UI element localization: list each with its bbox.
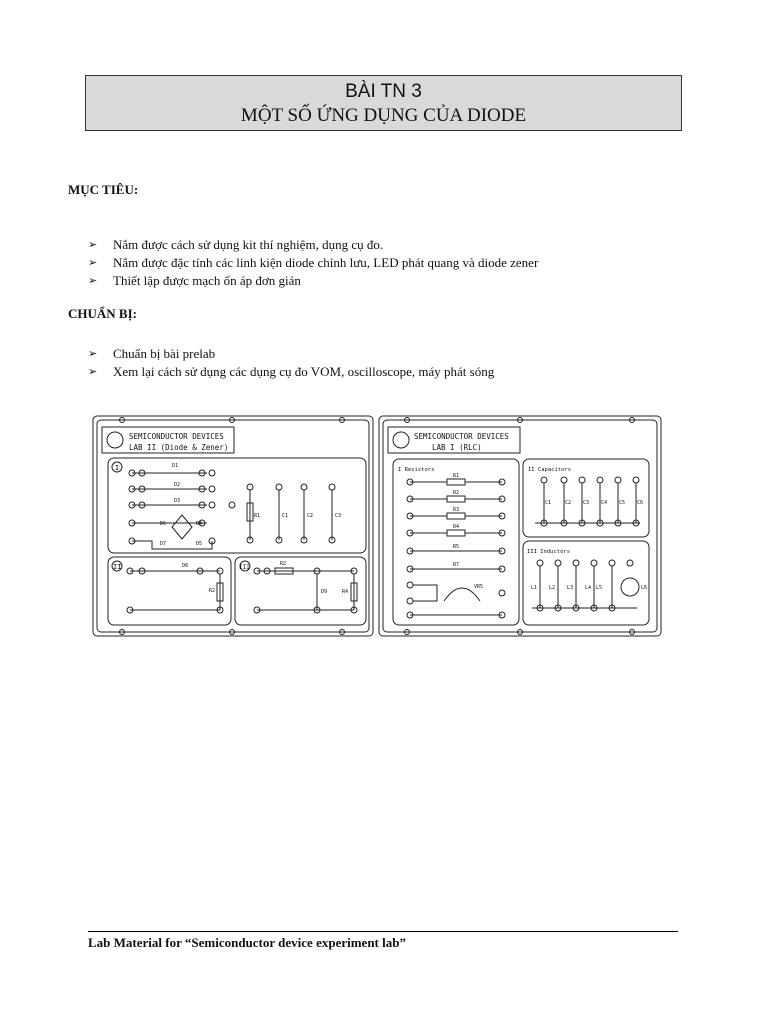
- left-board-subtitle: LAB II (Diode & Zener): [129, 443, 229, 452]
- svg-text:III Inductors: III Inductors: [527, 549, 571, 555]
- svg-text:D9: D9: [321, 589, 328, 595]
- lab-title: MỘT SỐ ỨNG DỤNG CỦA DIODE: [240, 105, 527, 126]
- svg-text:L3: L3: [567, 585, 574, 591]
- resistor-rows: [407, 473, 505, 618]
- arrow-bullet-icon: ➢: [88, 274, 98, 287]
- svg-text:R5: R5: [453, 544, 460, 550]
- svg-text:L6: L6: [641, 585, 648, 591]
- svg-text:D5: D5: [196, 541, 203, 547]
- svg-text:L4: L4: [585, 585, 592, 591]
- svg-text:R7: R7: [453, 562, 460, 568]
- arrow-bullet-icon: ➢: [88, 365, 98, 378]
- svg-text:L5: L5: [596, 585, 603, 591]
- svg-text:C6: C6: [637, 500, 644, 506]
- svg-text:D7: D7: [160, 541, 167, 547]
- d3-label: D3: [174, 498, 181, 504]
- objectives-list: [88, 236, 538, 290]
- logo-icon: [393, 432, 409, 448]
- svg-text:C1: C1: [545, 500, 552, 506]
- logo-icon: [107, 432, 123, 448]
- svg-text:I Resistors: I Resistors: [398, 467, 435, 473]
- svg-text:R2: R2: [209, 588, 216, 594]
- capacitor-columns: [535, 477, 643, 526]
- svg-text:C1: C1: [282, 513, 289, 519]
- list-item: ➢ Thiết lập được mạch ổn áp đơn giản: [88, 273, 301, 288]
- svg-text:L2: L2: [549, 585, 556, 591]
- svg-text:L1: L1: [531, 585, 538, 591]
- list-item: ➢ Xem lại cách sử dụng các dụng cụ đo VOM, oscilloscope, máy phát sóng: [88, 364, 495, 379]
- svg-text:R4: R4: [453, 524, 460, 530]
- objectives-heading: MỤC TIÊU:: [68, 182, 139, 197]
- svg-text:D4: D4: [196, 521, 203, 527]
- left-board-title: SEMICONDUCTOR DEVICES: [129, 432, 224, 441]
- svg-text:C5: C5: [619, 500, 626, 506]
- svg-text:C4: C4: [601, 500, 608, 506]
- preparation-list: [88, 345, 494, 381]
- arrow-bullet-icon: ➢: [88, 256, 98, 269]
- svg-text:C3: C3: [583, 500, 590, 506]
- left-board: [93, 416, 373, 636]
- svg-text:III: III: [239, 564, 250, 571]
- svg-text:D8: D8: [182, 563, 189, 569]
- svg-text:R2: R2: [280, 561, 287, 567]
- list-item: ➢ Nắm được đặc tính các linh kiện diode chỉnh lưu, LED phát quang và diode zener: [88, 255, 539, 270]
- list-item: ➢ Nắm được cách sử dụng kit thí nghiệm, dụng cụ đo.: [88, 237, 384, 252]
- svg-text:R4: R4: [342, 589, 349, 595]
- svg-text:R1: R1: [453, 473, 460, 479]
- svg-text:R2: R2: [453, 490, 460, 496]
- preparation-heading: CHUẨN BỊ:: [68, 306, 137, 321]
- diode-rows: [129, 463, 235, 549]
- inductor-columns: [531, 560, 647, 611]
- svg-text:R3: R3: [453, 507, 460, 513]
- svg-text:II Capacitors: II Capacitors: [528, 467, 572, 473]
- svg-text:II: II: [113, 563, 122, 571]
- d2-label: D2: [174, 482, 181, 488]
- title-box: [85, 75, 682, 131]
- svg-text:R1: R1: [254, 513, 261, 519]
- lab-number: BÀI TN 3: [345, 81, 422, 102]
- right-board: [379, 416, 661, 636]
- arrow-bullet-icon: ➢: [88, 238, 98, 251]
- lab-kit-figure: [92, 415, 662, 637]
- svg-text:C2: C2: [307, 513, 314, 519]
- svg-text:I: I: [115, 464, 120, 472]
- footer-text: Lab Material for “Semiconductor device experiment lab”: [88, 935, 406, 950]
- arrow-bullet-icon: ➢: [88, 347, 98, 360]
- svg-text:C2: C2: [565, 500, 572, 506]
- svg-text:D6: D6: [160, 521, 167, 527]
- list-item: ➢ Chuẩn bị bài prelab: [88, 346, 216, 361]
- vr5-label: VR5: [474, 584, 484, 590]
- rc-columns: [247, 484, 341, 543]
- right-board-title: SEMICONDUCTOR DEVICES: [414, 432, 509, 441]
- right-board-subtitle: LAB I (RLC): [432, 443, 482, 452]
- footer-divider: [88, 931, 678, 932]
- svg-text:C3: C3: [335, 513, 342, 519]
- d1-label: D1: [172, 463, 179, 469]
